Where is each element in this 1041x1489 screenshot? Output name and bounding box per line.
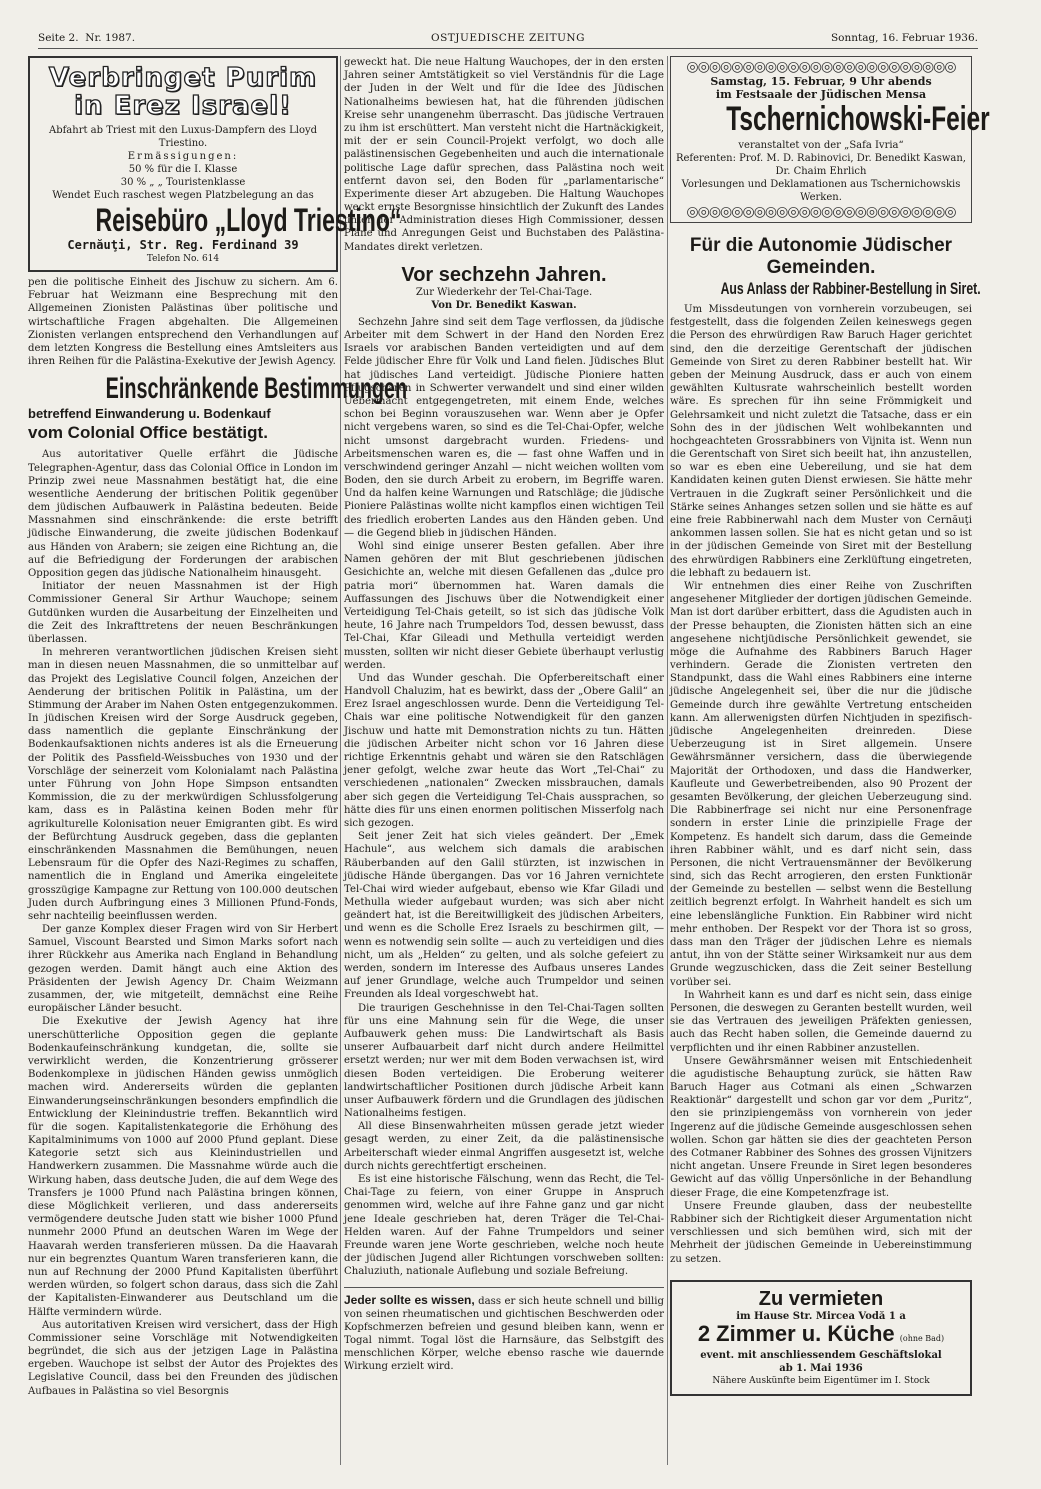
column-2 <box>344 56 664 1465</box>
ad-agency-name: Reisebüro „Lloyd Triestino“ <box>95 202 402 238</box>
issue-date: Sonntag, 16. Februar 1936. <box>830 32 978 44</box>
event-date: Samstag, 15. Februar, 9 Uhr abends <box>710 75 932 88</box>
rent-ad-title: Zu vermieten <box>758 1287 884 1310</box>
article-2-title: Vor sechzehn Jahren. <box>401 263 607 286</box>
article-1-paragraph: Die Exekutive der Jewish Agency hat ihre unerschütterliche Opposition gegen die geplante Bodenkaufeinschränkung kundgetan, die, sollte sie verwirklicht werden, die Konzentrierung grösserer Bodenkomplexe in jüdischen Händen gewiss unmöglich machen wird. Andererseits würden die geplanten Einwanderungseinschränkungen besonders empfindlich die Entwicklung der Kleinindustrie treffen. Bekanntlich wird für die sogen. Kapitalistenkategorie die Erhöhung des Kapitalminimums von 1000 auf 2000 Pfund geplant. Diese Kategorie setzt sich aus Kleinindustriellen und Handwerkern zusammen. Die Massnahme würde auch die Wirkung haben, dass deutsche Juden, die auf dem Wege des Transfers je 1000 Pfund nach Palästina bringen können, diese Möglichkeit verlieren, und dass andererseits vermögendere deutsche Juden statt wie bisher 1000 Pfund nunmehr 2000 Pfund an deutschen Waren im Wege der Haavarah werden transferieren müssen. Da die Haavarah nur ein begrenztes Quantum Waren transferieren kann, die nun auf Rechnung der 2000 Pfund Kapitalisten überführt werden würden, so folgert schon daraus, dass sich die Zahl der Kapitalisten-Einwanderer aus Deutschland um die Hälfte vermindern würde. <box>28 1016 338 1318</box>
article-1-paragraph: In mehreren verantwortlichen jüdischen Kreisen sieht man in diesen neuen Massnahmen, die so unmittelbar auf das Projekt des Legislative Council folgen, Anzeichen der Aenderung der britischen Politik in Palästina, um der Stimmung der Araber im Nahen Osten entgegenzukommen. In jüdischen Kreisen wird der Sorge Ausdruck gegeben, dass namentlich die geplante Einschränkung der Bodenkaufsaktionen nichts anderes ist als die Erneuerung der Politik des Passfield-Weissbuches von 1930 und der Vorschläge der seinerzeit vom Kolonialamt nach Palästina unter Führung von John Hope Simpson entsandten Kommission, die zu der merkwürdigen Schlussfolgerung kam, dass es in Palästina keinen Boden mehr für agrikulturelle Kolonisation neuer Emigranten gibt. Es wird der Befürchtung Ausdruck gegeben, dass die geplanten einschränkenden Massnahmen die Bemühungen, neuen Lebensraum für die Opfer des Nazi-Regimes zu schaffen, namentlich die in England und Amerika eingeleitete grosszügige Kampagne zur Rettung von 100.000 deutschen Juden durch Aufbringung eines 3 Millionen Pfund-Fonds, sehr nachteilig beeinflussen werden. <box>28 647 338 922</box>
event-organizer: veranstaltet von der „Safa Ivria“ <box>738 140 904 151</box>
column-3 <box>670 56 990 1465</box>
rent-ad-info: Nähere Auskünfte beim Eigentümer im I. Stock <box>712 1375 930 1386</box>
article-1-title: Einschränkende Bestimmungen <box>105 372 408 406</box>
article-2-paragraph: All diese Binsenwahrheiten müssen gerade jetzt wieder gesagt werden, zu einer Zeit, da die palästinensische Arbeiterschaft wieder einmal Angriffen ausgesetzt ist, welche durch nichts gerechtfertigt erscheinen. <box>344 1121 664 1172</box>
article-3-paragraph: Um Missdeutungen von vornherein vorzubeugen, sei festgestellt, dass die folgenden Zeilen keineswegs gegen die Person des ehrwürdigen Raw Baruch Hager gerichtet sind, den die derzeitige Gerentschaft der jüdischen Gemeinde von Siret zu deren Rabbiner bestellt hat. Wir geben der Meinung Ausdruck, dass er auch von einem gewählten Kultusrate wahrscheinlich bestellt worden wäre. Es sprechen für ihn seine Frömmigkeit und Gelehrsamkeit und nicht zuletzt die Tatsache, dass er ein Sohn des in der jüdischen Welt wohlbekannten und hochgeachteten Grossrabbiners von Vijnita ist. Wenn nun die Gerentschaft von Siret sich beeilt hat, ihn anzustellen, so war es eben eine Uebereilung, und sie hat dem Kandidaten keinen guten Dienst erwiesen. Sie hätte mehr Vertrauen in die Zugkraft seiner Persönlichkeit und die Stärke seines Anhanges setzen sollen und sie hätte es auf eine freie Rabbinerwahl nach dem Muster von Cernăuţi ankommen lassen sollen. Sie hat es nicht getan und so ist in der jüdischen Gemeinde von Siret mit der Bestellung des ehrwürdigen Rabbiners eine Zerklüftung eingetreten, die lebhaft zu bedauern ist. <box>670 304 972 579</box>
togal-ad <box>344 1287 664 1374</box>
article-1-paragraph: Aus autoritativen Kreisen wird versichert, dass der High Commissioner seine Vorschläge mit Notwendigkeiten begründet, die sich aus der jetzigen Lage in Palästina ergeben. Wauchope ist selbst der Autor des Projektes des Legislative Council, dass bei den Freunden des jüdischen Aufbaues in Palästina so viel Besorgnis <box>28 1319 338 1397</box>
article-3-headline <box>670 235 981 299</box>
article-3-paragraph: Unsere Freunde glauben, dass der neubestellte Rabbiner sich der Richtigkeit dieser Argumentation nicht verschliessen und sich bemühen wird, sich mit der Mehrheit der jüdischen Gemeinde in Uebereinstimmung zu setzen. <box>670 1200 972 1265</box>
article-2-paragraph: Sechzehn Jahre sind seit dem Tage verflossen, da jüdische Arbeiter mit dem Schwert in der Hand den Norden Erez Israels vor arabischen Banden verteidigten und auf dem Felde jüdischer Ehre für Volk und Land fielen. Jüdisches Blut hat jüdisches Land verteidigt. Jüdische Pioniere hatten Pflugscharen in Schwerter verwandelt und sind einer wilden Uebermacht entgegengetreten, mit einem Ende, welches schon bei Beginn vorauszusehen war. Wenn aber je Opfer nicht vergebens waren, so sind es die Tel-Chai-Opfer, welche nicht umsonst dargebracht wurden. Friedens- und Arbeitsmenschen waren es, die — fast ohne Waffen und in verschwindend geringer Anzahl — nicht weichen wollten vom Boden, den sie durch Arbeit zu erobern, im Begriffe waren. Und da halfen keine Warnungen und Ratschläge; die jüdische Pioniere Palästinas wollte nicht kampflos einen wichtigen Teil des friedlich eroberten Landes aus den Händen geben. Und — die Gegend blieb in jüdischen Händen. <box>344 316 664 539</box>
article-3-title: Für die Autonomie Jüdischer Gemeinden. <box>689 235 953 278</box>
newspaper-name: OSTJUEDISCHE ZEITUNG <box>430 32 586 44</box>
rent-ad-rooms: 2 Zimmer u. Küche <box>697 1320 895 1346</box>
article-1-paragraph: Aus autoritativer Quelle erfährt die Jüdische Telegraphen-Agentur, dass das Colonial Office in London im Prinzip zwei neue Massnahmen bestätigt hat, die eine wesentliche Aenderung der britischen Politik gegenüber dem jüdischen Aufbauwerk in Palästina bedeuten. Beide Massnahmen sind einschränkende: die erste betrifft jüdische Einwanderung, die zweite jüdischen Bodenkauf aus Händen von Arabern; sie zeigen eine Richtung an, die auf die Befriedigung der Forderungen der arabischen Opposition gegen das jüdische Nationalheim hinausgeht. <box>28 449 338 579</box>
ornament-divider: ◎◎◎◎◎◎◎◎◎◎◎◎◎◎◎◎◎◎◎◎◎◎◎◎ <box>686 59 956 75</box>
ad-discount-tourist: 30 % „ „ Touristenklasse <box>120 177 246 188</box>
event-place: im Festsaale der Jüdischen Mensa <box>715 88 927 101</box>
article-1-subtitle-2: vom Colonial Office bestätigt. <box>28 423 268 443</box>
ornament-divider: ◎◎◎◎◎◎◎◎◎◎◎◎◎◎◎◎◎◎◎◎◎◎◎◎ <box>686 204 956 220</box>
article-2-headline <box>344 264 664 312</box>
page-number-info: Seite 2. Nr. 1987. <box>38 32 136 44</box>
togal-ad-lead: Jeder sollte es wissen, <box>344 1292 475 1307</box>
ad-discount-heading: Ermässigungen: <box>127 151 239 162</box>
ad-phone: Telefon No. 614 <box>146 254 220 264</box>
article-2-paragraph: Es ist eine historische Fälschung, wenn das Recht, die Tel-Chai-Tage zu feiern, von einer Gruppe in Anspruch genommen wird, welche auf ihre Fahne ganz und gar nicht jene Ideale geschrieben hat, deren Träger die Tel-Chai-Helden waren. Auf der Fahne Trumpeldors und seiner Freunde waren jene Worte geschrieben, welche noch heute der jüdischen Jugend aller Richtungen vorschweben sollten: Chaluziuth, nationale Auflebung und soziale Befreiung. <box>344 1174 664 1278</box>
article-1-headline <box>28 372 408 444</box>
article-2-subtitle: Zur Wiederkehr der Tel-Chai-Tage. <box>415 286 593 298</box>
rent-ad-house: im Hause Str. Mircea Vodă 1 a <box>736 1310 906 1322</box>
ad-discount-first: 50 % für die I. Klasse <box>128 164 238 175</box>
article-2-paragraph: Die traurigen Geschehnisse in den Tel-Chai-Tagen sollten für uns eine Mahnung sein für die Wege, die unser Aufbauwerk gehen muss: Die Landwirtschaft als Basis unserer Aufbauarbeit darf nicht durch andere Heilmittel ersetzt werden; nur wer mit dem Boden verwachsen ist, wird diesen Boden verteidigen. Die Eroberung weiterer landwirtschaftlicher Positionen durch jüdische Arbeit kann unser Aufbauwerk fördern und die Grundlagen des jüdischen Nationalheims festigen. <box>344 1002 664 1120</box>
article-1-paragraph: Der ganze Komplex dieser Fragen wird von Sir Herbert Samuel, Viscount Bearsted und Simon Marks sofort nach ihrer Rückkehr aus Amerika nach England in Behandlung gezogen werden. Damit hängt auch eine Aktion des Präsidenten der Jewish Agency Dr. Chaim Weizmann zusammen, der, wie mitgeteilt, demnächst eine Reihe europäischer Länder besucht. <box>28 924 338 1015</box>
lloyd-triestino-ad <box>28 56 402 272</box>
column-divider <box>340 56 341 1465</box>
togal-ad-text: dass er sich heute schnell und billig von seinen rheumatischen und gichtischen Beschwerden oder Kopfschmerzen befreien und gesund bleiben kann, wenn er Togal nimmt. Togal löst die Harnsäure, das Selbstgift des menschlichen Körper, welche ebenso rasche wie dauernde Wirkung erzielt wird. <box>344 1295 664 1373</box>
ad-title-line-2: in Erez Israel! <box>74 91 292 121</box>
rent-ad <box>670 1280 972 1396</box>
article-3-paragraph: In Wahrheit kann es und darf es nicht sein, dass einige Personen, die deswegen zu Geranten bestellt wurden, weil sie das Vertrauen des jeweiligen Präfekten geniessen, auch das Recht haben sollen, die Gemeinde dauernd zu verpflichten und ihr einen Rabbiner anzustellen. <box>670 989 972 1054</box>
page-header <box>38 32 978 49</box>
article-3-paragraph: Wir entnehmen dies einer Reihe von Zuschriften angesehener Mitglieder der dortigen jüdischen Gemeinde. Man ist dort darüber erbittert, dass die Agudisten auch in der Presse behaupten, die Zionisten hätten sich an eine angesehene nichtjüdische Persönlichkeit gewendet, sie möge die Aufnahme des Rabbiners Baruch Hager verhindern. Gerade die Zionisten vertreten den Standpunkt, dass die Wahl eines Rabbiners eine interne jüdische Angelegenheit sei, über die nur die jüdische Gemeinde durch ihre gewählte Vertretung entscheiden kann. Am allerwenigsten dürfen Nichtjuden in spezifisch-jüdische Angelegenheiten dreinreden. Diese Ueberzeugung ist in Siret allgemein. Unsere Gewährsmänner versichern, dass die überwiegende Majorität der Orthodoxen, und dass die Handwerker, Kaufleute und Gewerbetreibenden, also 90 Prozent der gesamten Bevölkerung, der gleichen Ueberzeugung sind. Die Rabbinerfrage sei nicht nur eine Personenfrage sondern in erster Linie die prinzipielle Frage der Kompetenz. Es handelt sich darum, dass die Gemeinde ihren Rabbiner wählt, und es darf nicht sein, dass Personen, die nicht Vertrauensmänner der Bevölkerung sind, sich das Recht arrogieren, den ersten Funktionär der Gemeinde zu bestellen — selbst wenn die Bestellung zeitlich begrenzt erfolgt. In Wahrheit handelt es sich um eine lebenslängliche Funktion. Ein Rabbiner wird nicht mehr enthoben. Der Respekt vor der Thora ist so gross, dass man den Träger der jüdischen Lehre es niemals antut, ihn von der Stätte seiner Wirksamkeit nur aus dem Grunde wegzuschicken, dass die Zeit seiner Bestellung vorüber sei. <box>670 580 972 988</box>
article-2-paragraph: Und das Wunder geschah. Die Opferbereitschaft einer Handvoll Chaluzim, hat es bewirkt, dass der „Obere Galil“ an Erez Israel angeschlossen wurde. Denn die Verteidigung Tel-Chais war eine politische Notwendigkeit für den ganzen Jischuw und hatte mit Demonstration nichts zu tun. Hätten die jüdischen Arbeiter nicht schon vor 16 Jahren diese richtige Erkenntnis gehabt und wären sie den Ratschlägen jener gefolgt, welche zwar heute das Wort „Tel-Chai“ zu verschiedenen „nationalen“ Zwecken missbrauchen, damals aber sich gegen die Verteidigung Tel-Chais aussprachen, so hätte dies für uns einen enormen politischen Misserfolg nach sich gezogen. <box>344 672 664 829</box>
ad-address: Cernăuţi, Str. Reg. Ferdinand 39 <box>67 238 299 252</box>
article-1-continuation: geweckt hat. Die neue Haltung Wauchopes, der in den ersten Jahren seiner Amtstätigkeit so viel Verständnis für die Lage der Juden in der Welt und für die Idee des Jüdischen Nationalheims bewiesen hat, hat die führenden jüdischen Kreise sehr unangenehm überrascht. Das jüdische Vertrauen zu ihm ist erschüttert. Man versteht nicht die Hartnäckigkeit, mit der er sein Council-Projekt verfolgt, wo doch alle palästinensischen Gegebenheiten und auch die internationale politische Lage dafür sprechen, dass Palästina noch weit entfernt davon sei, den Boden für „parlamentarische“ Experimente dieser Art abzugeben. Die Haltung Wauchopes weckt ernste Besorgnisse hinsichtlich der Zukunft des Landes unter der Administration dieses High Commissioner, dessen Pläne und Anregungen Geist und Buchstaben des Palästina-Mandates direkt verletzen. <box>344 57 664 253</box>
article-1-paragraph: Initiator der neuen Massnahmen ist der High Commissioner General Sir Arthur Wauchope; seinem Gutdünken wurden die Ausarbeitung der Einzelheiten und die Zeit des Inkrafttretens der neuen Beschränkungen überlassen. <box>28 581 338 645</box>
article-2-paragraph: Seit jener Zeit hat sich vieles geändert. Der „Emek Hachule“, aus welchem sich damals die arabischen Räuberbanden auf den Galil stürzten, ist inzwischen in jüdische Hände übergangen. Das vor 16 Jahren vernichtete Tel-Chai wird wieder aufgebaut, ebenso wie Kfar Giladi und Methulla wieder aufgebaut wurden; was sich aber nicht geändert hat, ist die Bereitwilligkeit des jüdischen Arbeiters, und wenn es die Scholle Erez Israels zu beschirmen gilt, — wenn es notwendig sein sollte — auch zu verteidigen und dies nicht, um als „Helden“ zu gelten, und als solche gefeiert zu werden, sondern im Interesse des Aufbaus unseres Landes auf jener Grundlage, welche auch Trumpeldor und seinen Freunden als Ideal vorgeschwebt hat. <box>344 831 664 1001</box>
rent-ad-from: ab 1. Mai 1936 <box>779 1362 863 1374</box>
column-1-intro: pen die politische Einheit des Jischuw zu sichern. Am 6. Februar hat Weizmann eine Besprechung mit den Allgemeinen Zionisten Palästinas über politische und wirtschaftliche Fragen abgehalten. Die Allgemeinen Zionisten verlangen entsprechend den Verhandlungen auf dem letzten Kongress die Bestellung eines Amtsleiters aus ihren Reihen für die Palästina-Exekutive der Jewish Agency. <box>28 277 338 368</box>
rent-ad-bath: (ohne Bad) <box>899 1333 945 1343</box>
column-divider <box>667 56 668 1465</box>
article-2-author: Von Dr. Benedikt Kaswan. <box>431 299 577 311</box>
article-1-subtitle: betreffend Einwanderung u. Bodenkauf <box>28 406 271 422</box>
ad-departure-text: Abfahrt ab Triest mit den Luxus-Dampfern des Lloyd Triestino. <box>48 125 318 149</box>
column-1 <box>28 56 408 1465</box>
ad-contact-text: Wendet Euch raschest wegen Platzbelegung an das <box>52 190 314 201</box>
article-2-paragraph: Wohl sind einige unserer Besten gefallen. Aber ihre Namen gehören der mit Blut geschriebenen jüdischen Gesichichte an, welche mit diesen Gefallenen das „dulce pro patria mori“ übernommen hat. Waren damals die Auffassungen des Jischuws über die Notwendigkeit einer Verteidigung Tel-Chais geteilt, so ist sich das jüdische Volk heute, 16 Jahre nach Trumpeldors Tod, dessen bewusst, dass Tel-Chai, Kfar Gileadi und Methulla verteidigt werden mussten, sollten wir nicht dieser Gebiete überhaupt verlustig werden. <box>344 541 664 671</box>
event-program: Vorlesungen und Deklamationen aus Tschernichowskis Werken. <box>681 179 961 203</box>
rent-ad-extra: event. mit anschliessendem Geschäftslokal <box>700 1349 942 1361</box>
event-speakers: Referenten: Prof. M. D. Rabinovici, Dr. Benedikt Kaswan, Dr. Chaim Ehrlich <box>675 153 966 177</box>
tschernichowski-event-box <box>670 56 990 223</box>
ad-title-line-1: Verbringet Purim <box>48 63 318 93</box>
article-3-paragraph: Unsere Gewährsmänner weisen mit Entschiedenheit die agudistische Behauptung zurück, sie hätten Raw Baruch Hager aus Cotmani als einen „Schwarzen Reaktionär“ dargestellt und schon gar vor dem „Puritz“, den sie prinzipiengemäss von vornherein von jeder Ingerenz auf die jüdische Gemeinde ausgeschlossen sehen wollen. Schon gar hätten sie dies der geachteten Person des Cotmaner Rabbiner des Sohnes des grossen Vijnitzers nicht angetan. Unsere Freunde in Siret legen besonderes Gewicht auf das völlig Unpersönliche in der Behandlung dieser Frage, die eine Kompetenzfrage ist. <box>670 1055 972 1199</box>
event-title: Tschernichowski-Feier <box>726 100 990 138</box>
article-3-subtitle: Aus Anlass der Rabbiner-Bestellung in Siret. <box>720 279 981 298</box>
